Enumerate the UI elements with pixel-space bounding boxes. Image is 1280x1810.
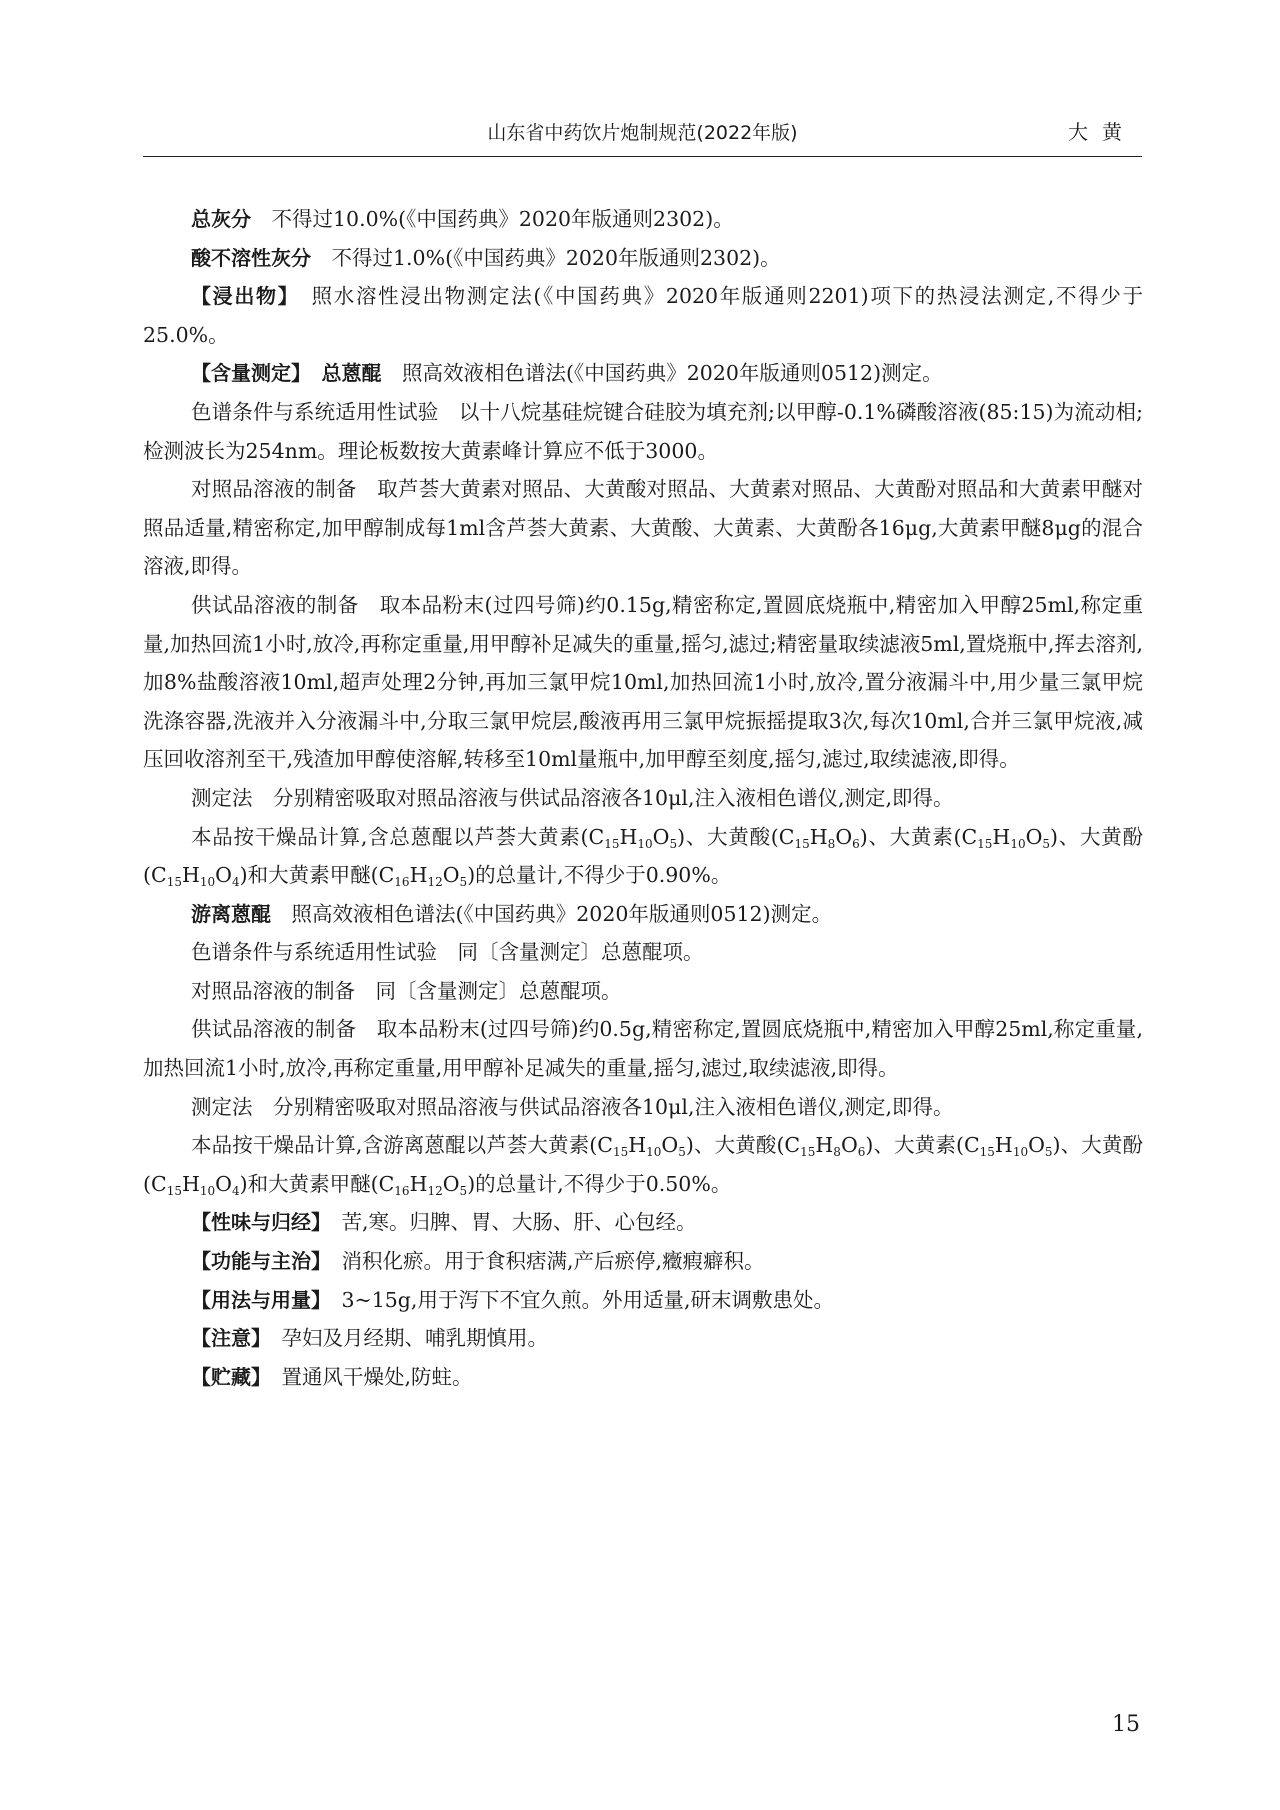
book-title: 山东省中药饮片炮制规范(2022年版) [487,122,798,144]
caution-paragraph [143,1319,1143,1358]
storage-heading: 【贮藏】 [191,1364,261,1389]
extract-paragraph [143,277,1143,354]
function-text: 消积化瘀。用于食积痞满,产后瘀停,癥瘕癖积。 [341,1249,765,1274]
assay-text: 照高效液相色谱法(《中国药典》2020年版通则0512)测定。 [402,361,943,386]
function-heading: 【功能与主治】 [191,1249,321,1274]
usage-heading: 【用法与用量】 [191,1287,321,1312]
free-anthraquinone-label: 游离蒽醌 [191,901,271,926]
monograph-body [143,200,1143,1396]
storage-text: 置通风干燥处,防蛀。 [281,1364,473,1389]
free-method-paragraph: 测定法 分别精密吸取对照品溶液与供试品溶液各10μl,注入液相色谱仪,测定,即得。 [191,1094,954,1119]
nature-meridian-paragraph [143,1203,1143,1242]
free-anthraquinone-text: 照高效液相色谱法(《中国药典》2020年版通则0512)测定。 [291,901,833,926]
acid-ash-text: 不得过1.0%(《中国药典》2020年版通则2302)。 [331,245,781,270]
assay-subheading: 总蒽醌 [321,361,382,386]
total-anthraquinone-result: 本品按干燥品计算,含总蒽醌以芦荟大黄素$(C_{15}H_{10}O_5)$、大黄酸$(C_{15}H_8O_6)$、大黄素$(C_{15}H_{10}O_5)$、大黄酚$(C_{15}H_{10}O_4)$和大黄素甲醚$(C_{16}H_{12}O_5)$的总量计,不得少于0.90%。 [143,824,1143,890]
storage-paragraph [143,1358,1143,1397]
running-header [143,116,1142,157]
nature-meridian-text: 苦,寒。归脾、胃、大肠、肝、心包经。 [341,1210,697,1235]
herb-name: 大黄 [1068,120,1136,144]
assay-paragraph [143,354,1143,393]
reference-solution-paragraph: 对照品溶液的制备 取芦荟大黄素对照品、大黄酸对照品、大黄素对照品、大黄酚对照品和大黄素甲醚对照品适量,精密称定,加甲醇制成每1ml含芦荟大黄素、大黄酸、大黄素、大黄酚各16μg,大黄素甲醚8μg的混合溶液,即得。 [143,477,1143,579]
free-test-solution-paragraph: 供试品溶液的制备 取本品粉末(过四号筛)约0.5g,精密称定,置圆底烧瓶中,精密加入甲醇25ml,称定重量,加热回流1小时,放冷,再称定重量,用甲醇补足减失的重量,摇匀,滤过,取续滤液,即得。 [143,1017,1143,1081]
caution-heading: 【注意】 [191,1326,261,1351]
nature-meridian-heading: 【性味与归经】 [191,1210,321,1235]
total-ash-text: 不得过10.0%(《中国药典》2020年版通则2302)。 [271,207,734,231]
usage-paragraph [143,1281,1143,1320]
acid-ash-label: 酸不溶性灰分 [191,245,311,270]
extract-text: 照水溶性浸出物测定法(《中国药典》2020年版通则2201)项下的热浸法测定,不得少于25.0%。 [143,284,1144,347]
method-paragraph: 测定法 分别精密吸取对照品溶液与供试品溶液各10μl,注入液相色谱仪,测定,即得。 [191,785,954,810]
free-anthraquinone-result: 本品按干燥品计算,含游离蒽醌以芦荟大黄素$(C_{15}H_{10}O_5)$、大黄酸$(C_{15}H_8O_6)$、大黄素$(C_{15}H_{10}O_5)$、大黄酚$(C_{15}H_{10}O_4)$和大黄素甲醚$(C_{16}H_{12}O_5)$的总量计,不得少于0.50%。 [143,1133,1143,1198]
assay-heading: 【含量测定】 [191,361,301,386]
extract-heading: 【浸出物】 [191,284,290,309]
total-ash-label: 总灰分 [191,207,251,231]
page-number: 15 [1112,1712,1140,1737]
chromatography-paragraph: 色谱条件与系统适用性试验 以十八烷基硅烷键合硅胶为填充剂;以甲醇-0.1%磷酸溶液(85:15)为流动相;检测波长为254nm。理论板数按大黄素峰计算应不低于3000。 [143,399,1143,463]
function-paragraph [143,1242,1143,1281]
free-anthraquinone-paragraph [143,895,1143,934]
total-ash-paragraph [143,200,1143,239]
usage-text: 3~15g,用于泻下不宜久煎。外用适量,研末调敷患处。 [341,1287,834,1312]
free-reference-paragraph: 对照品溶液的制备 同〔含量测定〕总蒽醌项。 [191,978,622,1003]
caution-text: 孕妇及月经期、哺乳期慎用。 [281,1326,548,1351]
test-solution-paragraph: 供试品溶液的制备 取本品粉末(过四号筛)约0.15g,精密称定,置圆底烧瓶中,精密加入甲醇25ml,称定重量,加热回流1小时,放冷,再称定重量,用甲醇补足减失的重量,摇匀,滤过;精密量取续滤液5ml,置烧瓶中,挥去溶剂,加8%盐酸溶液10ml,超声处理2分钟,再加三氯甲烷10ml,加热回流1小时,放冷,置分液漏斗中,用少量三氯甲烷洗涤容器,洗液并入分液漏斗中,分取三氯甲烷层,酸液再用三氯甲烷振摇提取3次,每次10ml,合并三氯甲烷液,减压回收溶剂至干,残渣加甲醇使溶解,转移至10ml量瓶中,加甲醇至刻度,摇匀,滤过,取续滤液,即得。 [143,592,1143,772]
acid-ash-paragraph [143,239,1143,278]
free-chromatography-paragraph: 色谱条件与系统适用性试验 同〔含量测定〕总蒽醌项。 [191,940,704,965]
